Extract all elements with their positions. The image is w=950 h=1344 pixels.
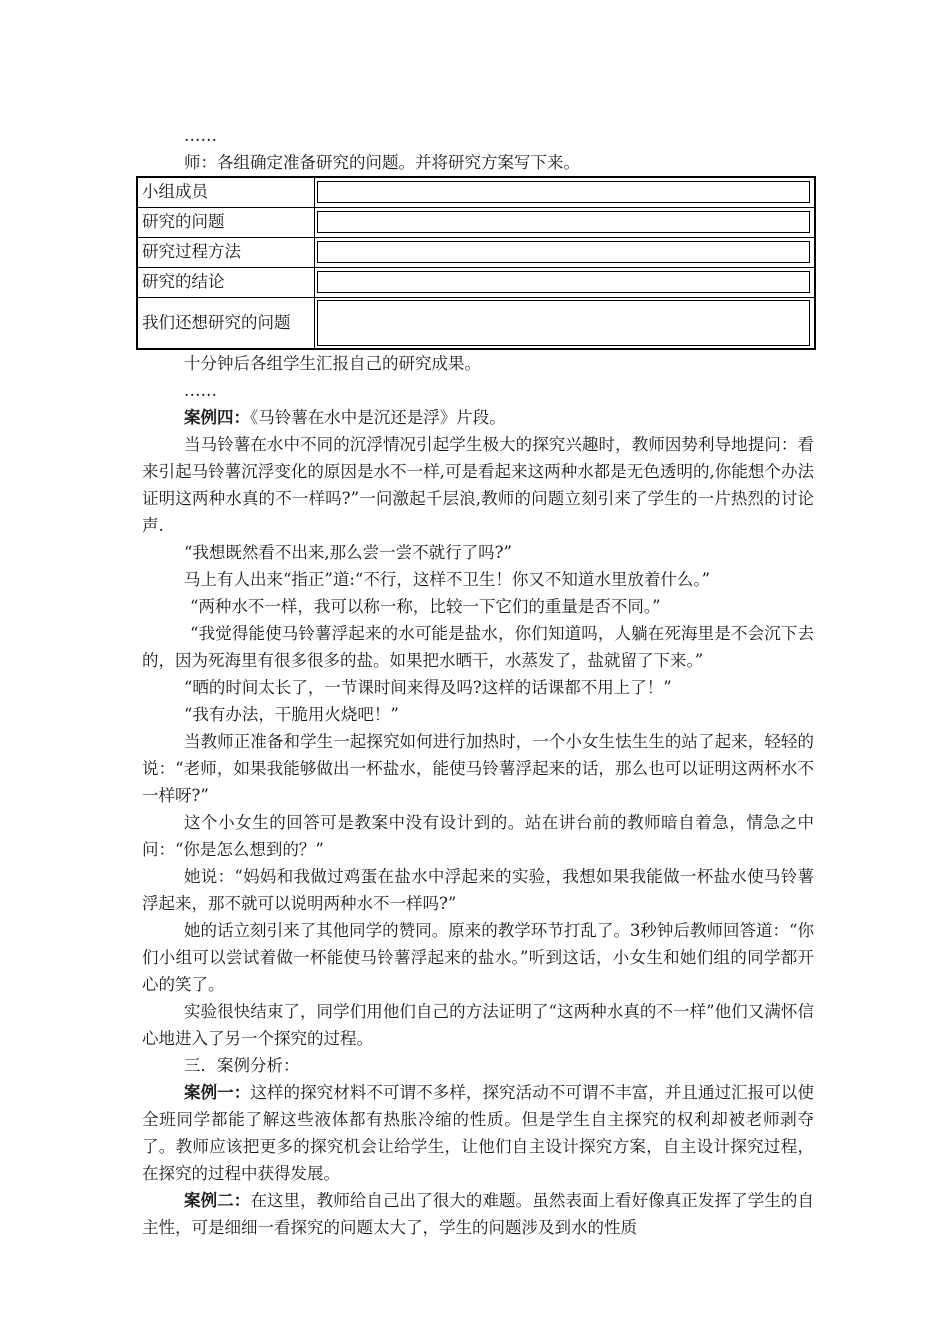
ellipsis-line: …… <box>184 126 217 145</box>
blank-cell <box>315 267 816 297</box>
paragraph: 这个小女生的回答可是教案中没有设计到的。站在讲台前的教师暗自着急，情急之中问：“你是怎么想到的？” <box>142 813 814 859</box>
table-row <box>137 237 815 267</box>
row-label: 研究过程方法 <box>137 237 315 267</box>
paragraph: 当马铃薯在水中不同的沉浮情况引起学生极大的探究兴趣时，教师因势利导地提问：看来引起马铃薯沉浮变化的原因是水不一样,可是看起来这两种水都是无色透明的,你能想个办法证明这两种水真的不一样吗?”一问激起千层浪,教师的问题立刻引来了学生的一片热烈的讨论声. <box>142 435 814 535</box>
analysis-case1 <box>142 1079 814 1187</box>
research-plan-table <box>136 176 816 350</box>
ellipsis-line: …… <box>184 381 217 400</box>
table-row <box>137 297 815 349</box>
row-label: 小组成员 <box>137 177 315 207</box>
table-row <box>137 177 815 207</box>
row-label: 研究的问题 <box>137 207 315 237</box>
case2-text: 在这里，教师给自己出了很大的难题。虽然表面上看好像真正发挥了学生的自主性，可是细细一看探究的问题太大了，学生的问题涉及到水的性质 <box>142 1191 815 1237</box>
paragraph: “两种水不一样，我可以称一称，比较一下它们的重量是否不同。” <box>190 597 661 616</box>
document-page <box>142 122 814 1241</box>
analysis-case2 <box>142 1187 814 1241</box>
paragraph: 当教师正准备和学生一起探究如何进行加热时，一个小女生怯生生的站了起来，轻轻的说：“老师，如果我能够做出一杯盐水，能使马铃薯浮起来的话，那么也可以证明这两杯水不一样呀?” <box>142 732 814 805</box>
paragraph: “我想既然看不出来,那么尝一尝不就行了吗?” <box>184 543 512 562</box>
case1-label: 案例一： <box>184 1083 251 1102</box>
case4-label: 案例四： <box>184 408 250 427</box>
blank-cell <box>315 177 816 207</box>
row-label: 研究的结论 <box>137 267 315 297</box>
paragraph: 实验很快结束了，同学们用他们自己的方法证明了“这两种水真的不一样”他们又满怀信心地进入了另一个探究的过程。 <box>142 1002 814 1048</box>
paragraph: “晒的时间太长了，一节课时间来得及吗?这样的话课都不用上了！” <box>184 678 672 697</box>
paragraph: 她的话立刻引来了其他同学的赞同。原来的教学环节打乱了。3秒钟后教师回答道：“你们小组可以尝试着做一杯能使马铃薯浮起来的盐水。”听到这话，小女生和她们组的同学都开心的笑了。 <box>142 921 814 994</box>
paragraph: “我觉得能使马铃薯浮起来的水可能是盐水，你们知道吗，人躺在死海里是不会沉下去的，因为死海里有很多很多的盐。如果把水晒干，水蒸发了，盐就留了下来。” <box>142 624 814 670</box>
after-table-line: 十分钟后各组学生汇报自己的研究成果。 <box>184 354 481 373</box>
case4-heading <box>142 404 814 431</box>
paragraph: 她说：“妈妈和我做过鸡蛋在盐水中浮起来的实验，我想如果我能做一杯盐水使马铃薯浮起来，那不就可以说明两种水不一样吗?” <box>142 867 814 913</box>
blank-cell <box>315 237 816 267</box>
row-label: 我们还想研究的问题 <box>137 297 315 349</box>
blank-cell <box>315 297 816 349</box>
case4-title: 《马铃薯在水中是沉还是浮》片段。 <box>250 408 506 427</box>
teacher-task-line: 师：各组确定准备研究的问题。并将研究方案写下来。 <box>184 153 580 172</box>
analysis-heading: 三．案例分析： <box>184 1056 300 1075</box>
paragraph: “我有办法，干脆用火烧吧！” <box>184 705 399 724</box>
table-row <box>137 207 815 237</box>
case2-label: 案例二： <box>184 1191 251 1210</box>
table-row <box>137 267 815 297</box>
paragraph: 马上有人出来“指正”道:“不行，这样不卫生！你又不知道水里放着什么。” <box>184 570 711 589</box>
case1-text: 这样的探究材料不可谓不多样，探究活动不可谓不丰富，并且通过汇报可以使全班同学都能了解这些液体都有热胀冷缩的性质。但是学生自主探究的权利却被老师剥夺了。教师应该把更多的探究机会让给学生，让他们自主设计探究方案，自主设计探究过程，在探究的过程中获得发展。 <box>142 1083 815 1183</box>
blank-cell <box>315 207 816 237</box>
